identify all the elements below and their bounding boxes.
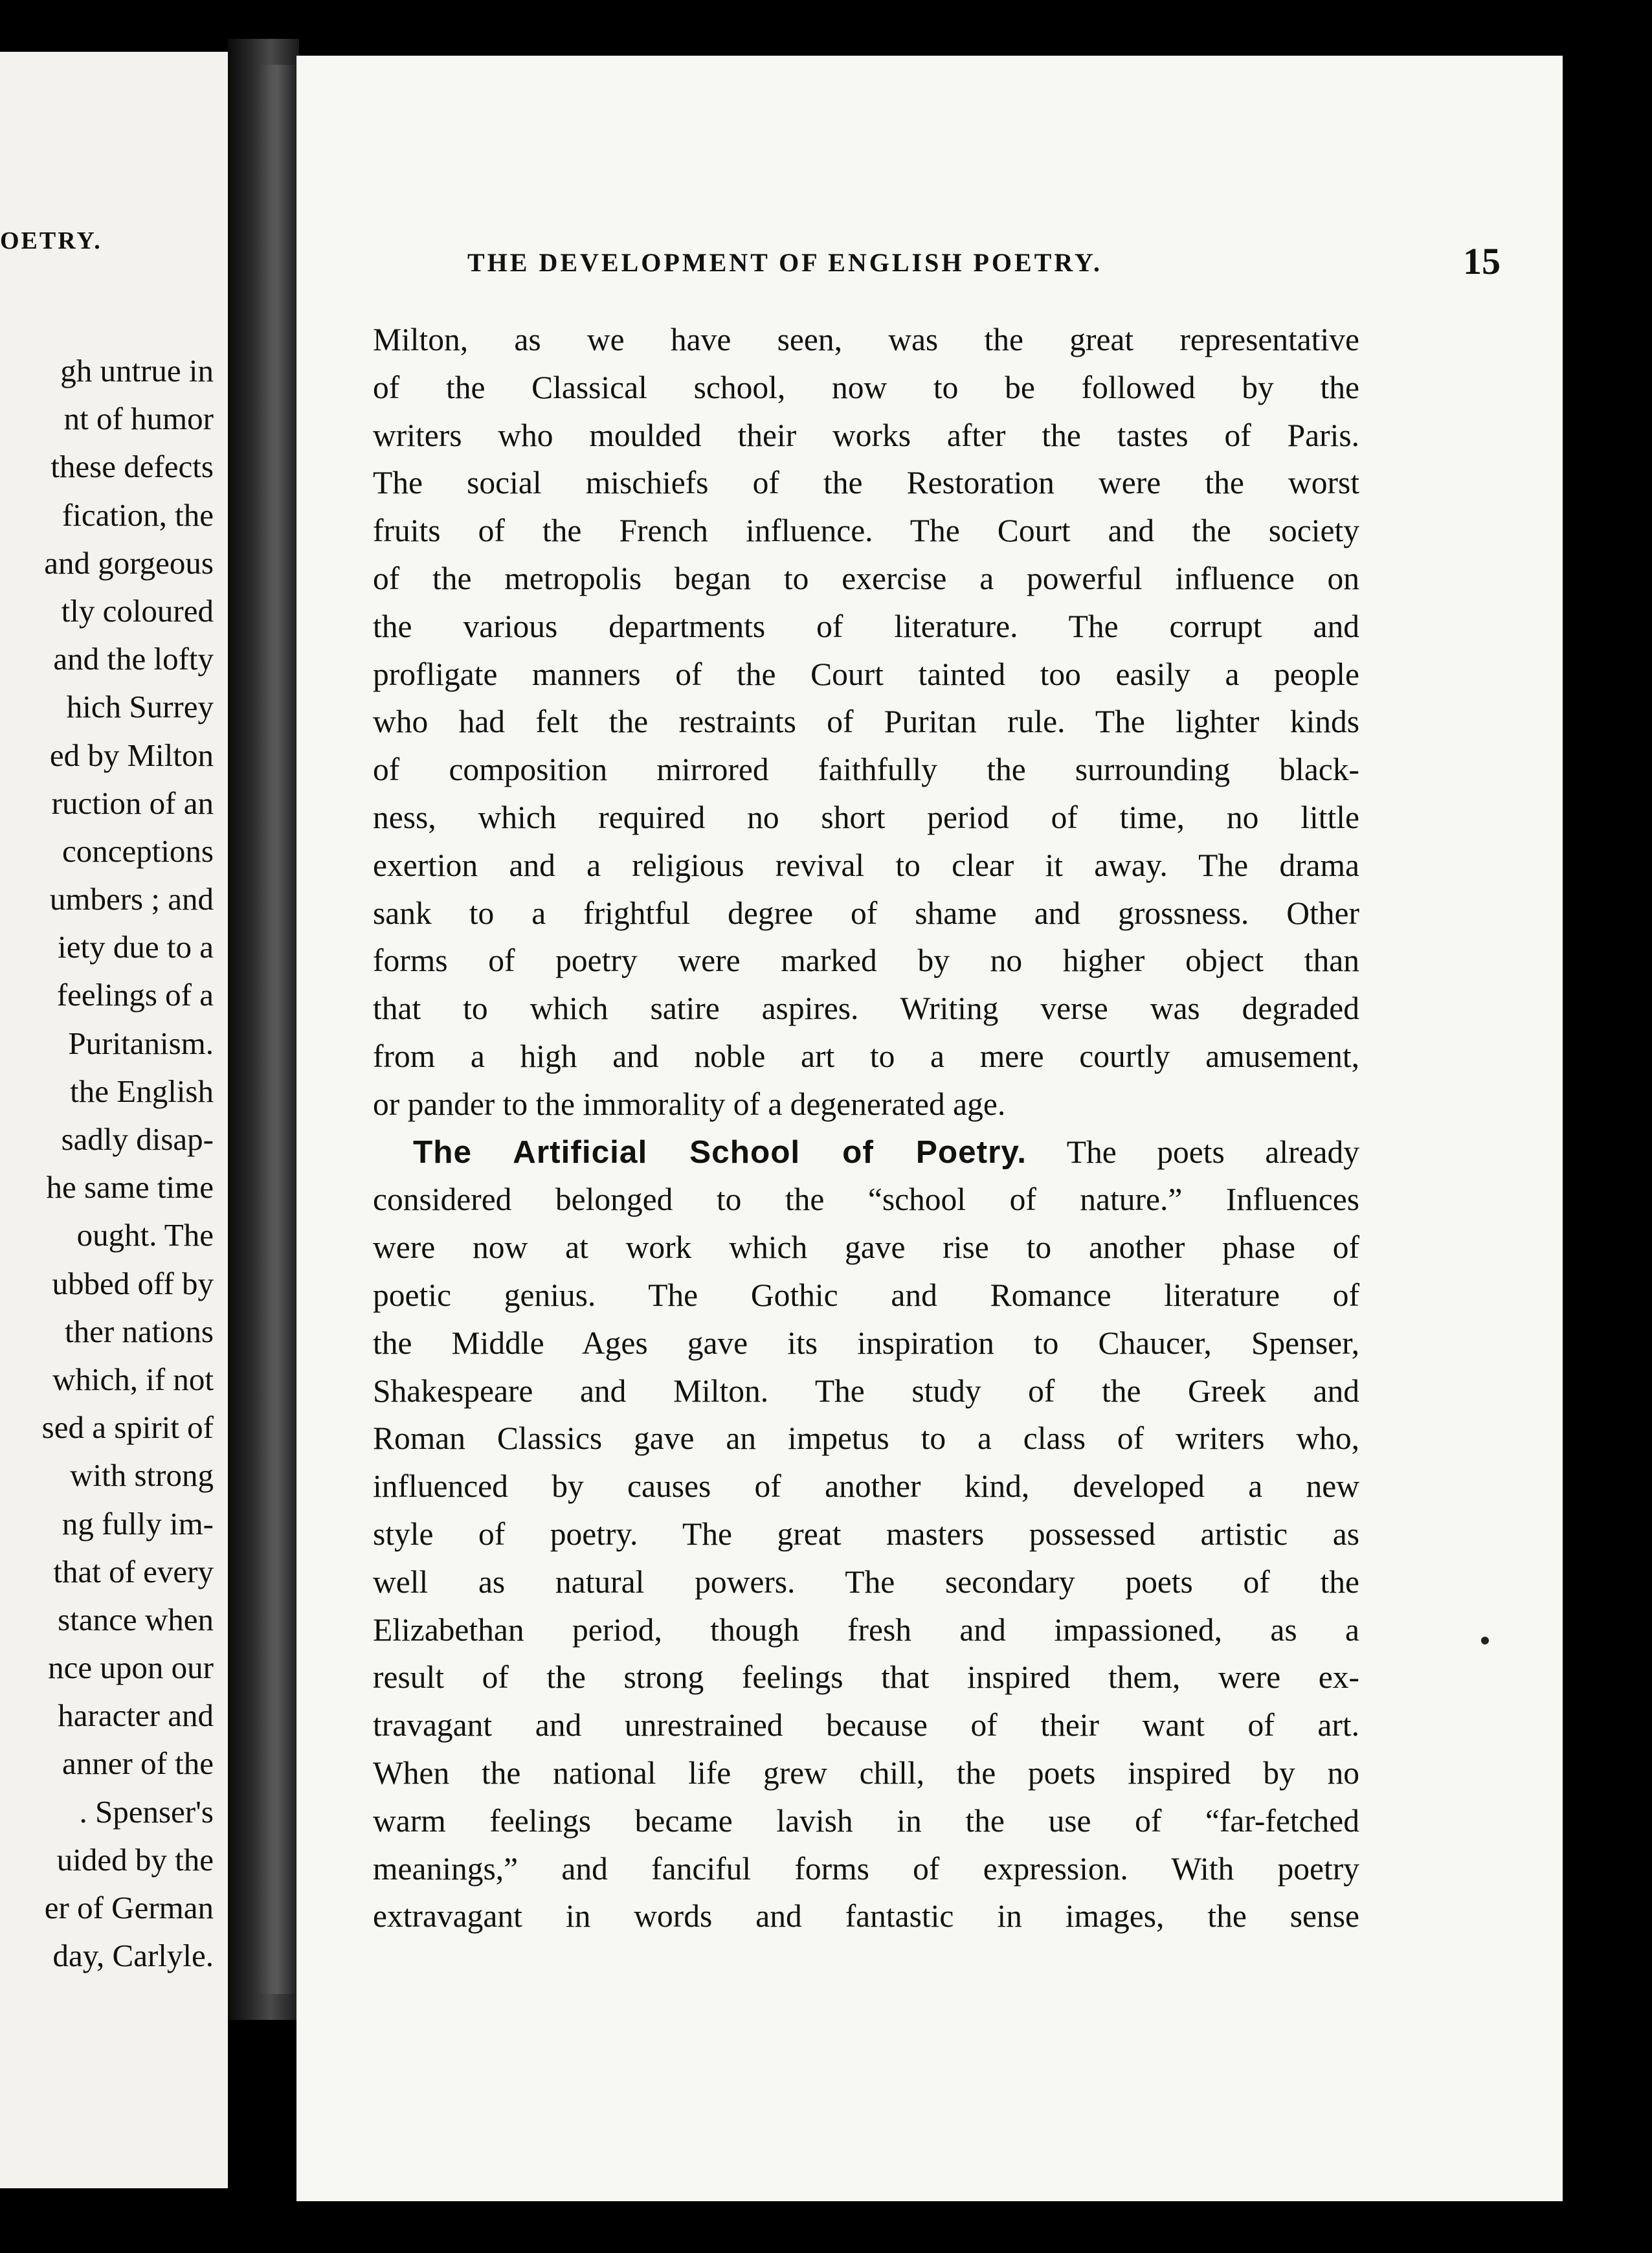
body-line: result of the strong feelings that inspired them, were ex- bbox=[373, 1659, 1359, 1696]
previous-page-line: . Spenser's bbox=[79, 1793, 214, 1830]
previous-page-line: and the lofty bbox=[53, 641, 214, 677]
body-text bbox=[373, 316, 1359, 1940]
body-line: Shakespeare and Milton. The study of the Greek and bbox=[373, 1373, 1359, 1409]
previous-page-line: ed by Milton bbox=[49, 737, 214, 773]
body-line: the various departments of literature. The corrupt and bbox=[373, 608, 1359, 644]
body-line: style of poetry. The great masters possessed artistic as bbox=[373, 1516, 1359, 1552]
previous-page-line: conceptions bbox=[61, 833, 214, 869]
body-line: fruits of the French influence. The Court and the society bbox=[373, 513, 1359, 549]
body-line: Roman Classics gave an impetus to a class of writers who, bbox=[373, 1420, 1359, 1457]
body-line: meanings,” and fanciful forms of expression. With poetry bbox=[373, 1850, 1359, 1887]
previous-page-line: which, if not bbox=[52, 1361, 214, 1397]
body-line: profligate manners of the Court tainted too easily a people bbox=[373, 656, 1359, 692]
previous-page-line: fication, the bbox=[61, 497, 214, 533]
paragraph-milton bbox=[373, 316, 1359, 1128]
previous-page-line: day, Carlyle. bbox=[52, 1938, 214, 1974]
previous-page-line: uided by the bbox=[56, 1841, 214, 1878]
previous-page-line: ought. The bbox=[76, 1217, 214, 1253]
previous-page-line: hich Surrey bbox=[66, 689, 214, 725]
body-line: well as natural powers. The secondary poets of the bbox=[373, 1564, 1359, 1600]
previous-page-line: iety due to a bbox=[58, 929, 214, 965]
previous-page-line: stance when bbox=[58, 1601, 214, 1637]
previous-page-line: umbers ; and bbox=[49, 881, 214, 917]
previous-page-line: he same time bbox=[46, 1169, 214, 1205]
previous-page-line: ther nations bbox=[65, 1313, 214, 1349]
previous-page-line: nt of humor bbox=[63, 401, 214, 437]
previous-page-line: ng fully im- bbox=[61, 1505, 214, 1541]
body-line: influenced by causes of another kind, developed a new bbox=[373, 1468, 1359, 1505]
previous-page-line: sed a spirit of bbox=[41, 1409, 214, 1446]
previous-page-line: the English bbox=[70, 1073, 214, 1109]
body-line: were now at work which gave rise to another phase of bbox=[373, 1229, 1359, 1266]
body-line: of the metropolis began to exercise a powerful influence on bbox=[373, 560, 1359, 596]
body-line: poetic genius. The Gothic and Romance literature of bbox=[373, 1277, 1359, 1313]
body-line: warm feelings became lavish in the use of “far-fetched bbox=[373, 1802, 1359, 1839]
previous-page-line: that of every bbox=[53, 1553, 214, 1589]
body-line: sank to a frightful degree of shame and grossness. Other bbox=[373, 895, 1359, 931]
previous-page-line: gh untrue in bbox=[60, 353, 214, 388]
body-line: When the national life grew chill, the poets inspired by no bbox=[373, 1754, 1359, 1791]
body-line: forms of poetry were marked by no higher object than bbox=[373, 943, 1359, 979]
body-line: travagant and unrestrained because of their want of art. bbox=[373, 1707, 1359, 1743]
body-line: or pander to the immorality of a degenerated age. bbox=[373, 1086, 1006, 1122]
body-line: Elizabethan period, though fresh and impassioned, as a bbox=[373, 1611, 1359, 1648]
scan-border bbox=[0, 2201, 1652, 2253]
body-line: that to which satire aspires. Writing verse was degraded bbox=[373, 991, 1359, 1027]
body-line: exertion and a religious revival to clear it away. The drama bbox=[373, 847, 1359, 883]
running-head bbox=[467, 240, 1501, 286]
previous-page-line: and gorgeous bbox=[44, 544, 214, 581]
body-line: from a high and noble art to a mere courtly amusement, bbox=[373, 1038, 1359, 1074]
body-line: of the Classical school, now to be followed by the bbox=[373, 369, 1359, 405]
section-heading-line bbox=[373, 1128, 1359, 1176]
previous-page-line: with strong bbox=[70, 1457, 214, 1494]
previous-page-line: sadly disap- bbox=[61, 1121, 214, 1157]
previous-page-line: Puritanism. bbox=[68, 1025, 214, 1061]
previous-page-line: anner of the bbox=[62, 1745, 214, 1782]
previous-page-line: tly coloured bbox=[61, 592, 214, 629]
previous-page-line: haracter and bbox=[58, 1698, 214, 1734]
previous-page-line: er of German bbox=[44, 1890, 214, 1925]
body-line: the Middle Ages gave its inspiration to Chaucer, Spenser, bbox=[373, 1325, 1359, 1361]
previous-page-fragment bbox=[0, 52, 228, 2188]
previous-page-line: ruction of an bbox=[51, 785, 214, 821]
body-line: writers who moulded their works after the tastes of Paris. bbox=[373, 417, 1359, 453]
previous-page-text bbox=[0, 347, 214, 1980]
body-line: of composition mirrored faithfully the surrounding black- bbox=[373, 752, 1359, 788]
body-line: considered belonged to the “school of nature.” Influences bbox=[373, 1182, 1359, 1218]
previous-page-line: ubbed off by bbox=[52, 1265, 214, 1301]
previous-page-line: feelings of a bbox=[56, 977, 214, 1013]
body-line: ness, which required no short period of time, no little bbox=[373, 799, 1359, 835]
previous-page-line: nce upon our bbox=[48, 1650, 214, 1686]
paragraph-artificial-school bbox=[373, 1176, 1359, 1940]
ink-speck bbox=[1481, 1637, 1489, 1644]
book-page bbox=[296, 56, 1563, 2202]
section-heading: The Artificial School of Poetry. bbox=[413, 1134, 1027, 1170]
body-line: extravagant in words and fantastic in images, the sense bbox=[373, 1898, 1359, 1934]
page-edge-shadow bbox=[259, 65, 295, 1994]
body-line: The social mischiefs of the Restoration were the worst bbox=[373, 465, 1359, 501]
previous-page-line: these defects bbox=[50, 449, 214, 485]
body-line: who had felt the restraints of Puritan rule. The lighter kinds bbox=[373, 704, 1359, 740]
page-number: 15 bbox=[1463, 240, 1501, 282]
running-title: THE DEVELOPMENT OF ENGLISH POETRY. bbox=[467, 248, 1103, 277]
body-line: Milton, as we have seen, was the great representative bbox=[373, 322, 1359, 357]
section-heading-line-rest: The poets already bbox=[1066, 1134, 1360, 1170]
previous-page-running-head: OETRY. bbox=[0, 227, 102, 254]
